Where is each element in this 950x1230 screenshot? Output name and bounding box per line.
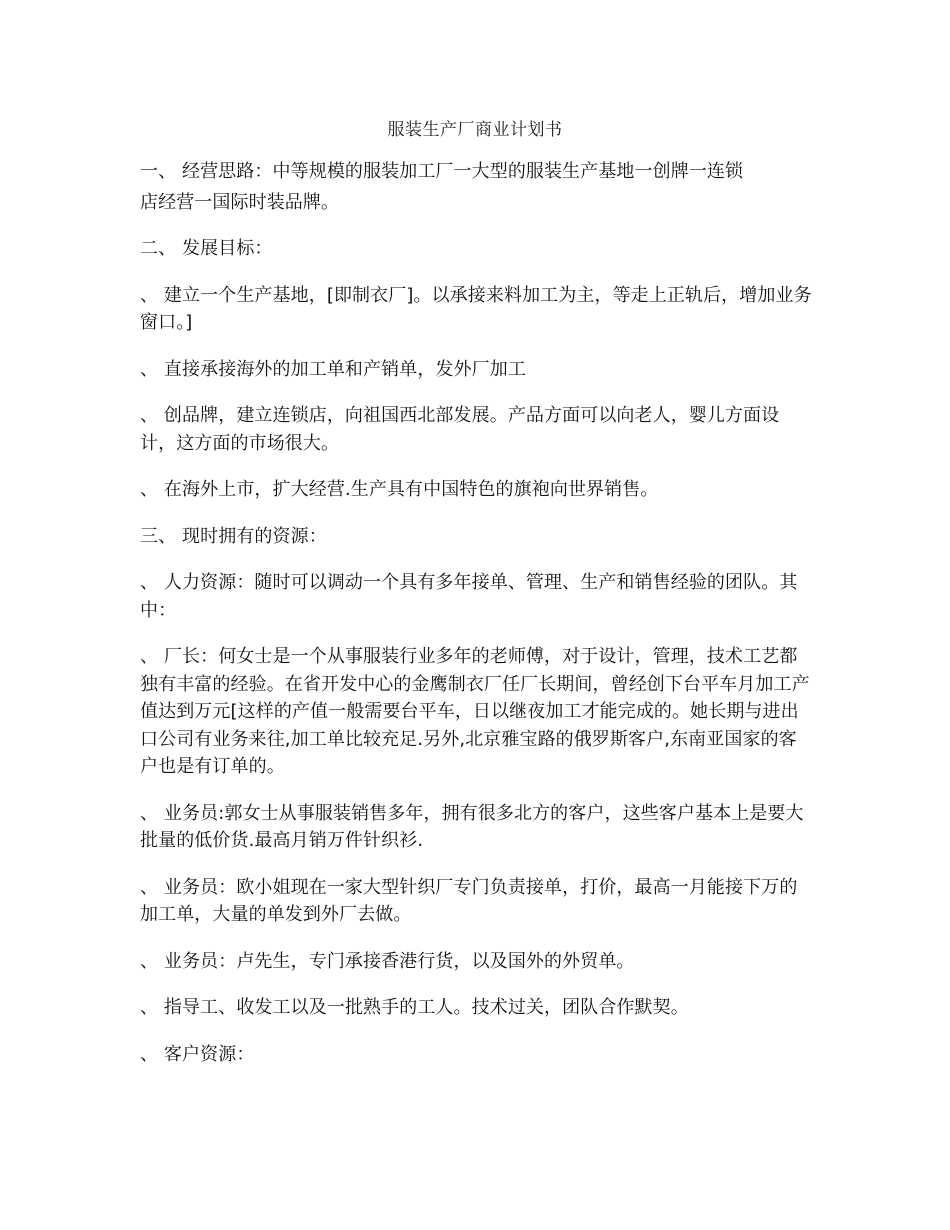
- document-title: 服装生产厂商业计划书: [387, 120, 563, 140]
- heading-development-goals: 二、 发展目标：: [140, 238, 273, 259]
- list-item-goal-1: 、 建立一个生产基地，[即制衣厂]。以承接来料加工为主，等走上正轨后，增加业务窗口。]: [140, 284, 812, 333]
- list-item-goal-3: 、 创品牌，建立连锁店，向祖国西北部发展。产品方面可以向老人，婴儿方面设计，这方面的市场很大。: [140, 405, 780, 454]
- list-item-salesperson-guo: 、 业务员:郭女士从事服装销售多年，拥有很多北方的客户，这些客户基本上是要大批量的低价货.最高月销万件针织衫.: [140, 802, 804, 851]
- heading-current-resources: 三、 现时拥有的资源：: [140, 525, 327, 547]
- document-body: [140, 158, 812, 1087]
- list-item-goal-2: 、 直接承接海外的加工单和产销单，发外厂加工: [140, 358, 526, 380]
- list-item-factory-director: 、 厂长：何女士是一个从事服装行业多年的老师傅，对于设计，管理，技术工艺都独有丰富的经验。在省开发中心的金鹰制衣厂任厂长期间，曾经创下台平车月加工产值达到万元[这样的产值一般需要台平车，日以继夜加工才能完成的。她长期与进出口公司有业务来往,加工单比较充足.另外,北京雅宝路的俄罗斯客户,东南亚国家的客户也是有订单的。: [140, 646, 810, 777]
- list-item-salesperson-ou: 、 业务员：欧小姐现在一家大型针织厂专门负责接单，打价，最高一月能接下万的加工单，大量的单发到外厂去做。: [140, 876, 798, 925]
- paragraph-strategy: 一、 经营思路：中等规模的服装加工厂一大型的服装生产基地一创牌一连锁: [140, 161, 744, 182]
- paragraph-strategy-continued: 店经营一国际时装品牌。: [140, 191, 340, 213]
- list-item-goal-4: 、 在海外上市，扩大经营.生产具有中国特色的旗袍向世界销售。: [140, 479, 659, 500]
- list-item-customer-resources: 、 客户资源：: [140, 1043, 255, 1065]
- list-item-human-resources: 、 人力资源：随时可以调动一个具有多年接单、管理、生产和销售经验的团队。其中：: [140, 572, 798, 621]
- list-item-workers: 、 指导工、收发工以及一批熟手的工人。技术过关，团队合作默契。: [140, 997, 689, 1018]
- list-item-salesperson-lu: 、 业务员：卢先生，专门承接香港行货，以及国外的外贸单。: [140, 950, 635, 972]
